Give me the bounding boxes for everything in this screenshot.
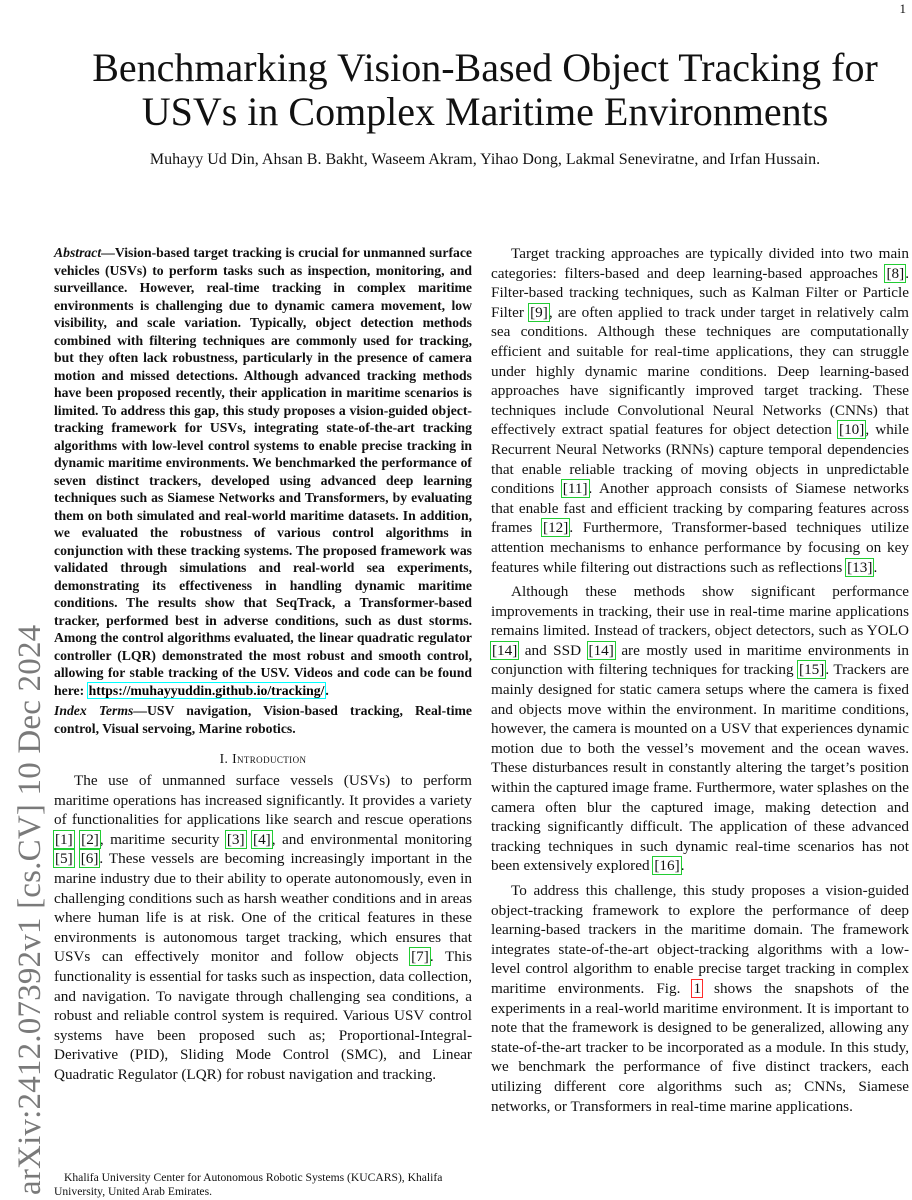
title-line-2: USVs in Complex Maritime Environments [141, 89, 829, 134]
author-list: Muhayy Ud Din, Ahsan B. Bakht, Waseem Akram, Yihao Dong, Lakmal Seneviratne, and Irfan Hussain. [149, 151, 821, 168]
citation[interactable]: [3] [226, 830, 245, 848]
index-terms-body: —USV navigation, Vision-based tracking, Real-time control, Visual servoing, Marine robotics. [54, 703, 472, 736]
citation[interactable]: [11] [562, 480, 588, 498]
citation[interactable]: [13] [847, 558, 873, 576]
citation[interactable]: [2] [81, 830, 99, 848]
citation[interactable]: [16] [654, 857, 680, 875]
page-corner-mark: 1 [899, 1, 906, 16]
intro-paragraph: The use of unmanned surface vessels (USVs) to perform maritime operations has increased significantly. It provides a variety of functionalities for applications like search and rescue operations [1] [2], maritime security [3] [4], and environmental monitoring [5] [6]. These vessels are becoming increasingly important in the marine industry due to their ability to operate autonomously, even in challenging conditions such as harsh weather conditions and in areas where human life is at risk. One of the critical features in these environments is autonomous target tracking, which ensures that USVs can effectively monitor and follow objects [7]. This functionality is essential for tasks such as inspection, data collection, and navigation. To navigate through challenging sea conditions, a robust and reliable control system is required. Various USV control systems have been proposed such as; Proportional-Integral-Derivative (PID), Sliding Mode Control (SMC), and Linear Quadratic Regulator (LQR) for robust navigation and tracking. [54, 772, 472, 1083]
abstract-label: Abstract [54, 245, 102, 260]
citation[interactable]: [10] [839, 421, 865, 439]
body-paragraph: Although these methods show significant performance improvements in tracking, their use in real-time marine applications remains limited. Instead of trackers, object detectors, such as YOLO [14] and SSD [14] are mostly used in maritime environments in conjunction with filtering techniques for tracking [15]. Trackers are mainly designed for static camera setups where the camera is fixed and objects move within the environment. In maritime conditions, however, the camera is mounted on a USV that experiences dynamic motion due to both the vessel’s movement and the ocean waves. These disturbances result in constantly altering the target’s position within the captured image frame. Furthermore, water splashes on the camera often blur the captured image, making detection and tracking significantly difficult. The application of these advanced tracking techniques in such dynamic real-time scenarios has not been extensively explored [16]. [491, 583, 909, 875]
index-terms [54, 702, 472, 737]
citation[interactable]: [4] [253, 830, 271, 848]
citation[interactable]: [5] [55, 850, 73, 868]
citation[interactable]: [14] [492, 641, 518, 659]
body-paragraph: Target tracking approaches are typically divided into two main categories: filters-based and deep learning-based approaches [8]. Filter-based tracking techniques, such as Kalman Filter or Particle Filter [9], are often applied to track under target in relatively calm sea conditions. Although these techniques are computationally efficient and suitable for real-time applications, they can struggle under highly dynamic marine conditions. Deep learning-based approaches have significantly improved target tracking. These techniques include Convolutional Neural Networks (CNNs) that effectively extract spatial features for object detection [10], while Recurrent Neural Networks (RNNs) capture temporal dependencies that enable reliable tracking of moving objects in unpredictable conditions [11]. Another approach consists of Siamese networks that enable fast and efficient tracking by comparing features across frames [12]. Furthermore, Transformer-based techniques utilize attention mechanisms to enhance performance by focusing on key features while filtering out distractions such as reflections [13]. [491, 245, 910, 576]
section-heading-introduction: I. Introduction [219, 751, 307, 766]
project-link[interactable]: https://muhayyuddin.github.io/tracking/ [88, 682, 325, 698]
abstract-body: —Vision-based target tracking is crucial for unmanned surface vehicles (USVs) to perform tasks such as inspection, monitoring, and surveillance. However, real-time tracking in complex maritime environments is challenging due to dynamic camera movement, low visibility, and scale variation. Typically, object detection methods combined with filtering techniques are commonly used for tracking, but they often lack robustness, particularly in the presence of camera motion and missed detections. Although advanced tracking methods have been proposed recently, their application in maritime scenarios is limited. To address this gap, this study proposes a vision-guided object-tracking framework for USVs, integrating state-of-the-art tracking algorithms with low-level control systems to enable precise tracking in dynamic maritime environments. We benchmarked the performance of seven distinct trackers, developed using advanced deep learning techniques such as Siamese Networks and Transformers, by evaluating them on both simulated and real-world maritime datasets. In addition, we evaluated the robustness of various control algorithms in conjunction with these tracking systems. The proposed framework was validated through simulations and real-world sea experiments, demonstrating its effectiveness in handling dynamic maritime conditions. The results show that SeqTrack, a Transformer-based tracker, performed best in adverse conditions, such as dust storms. Among the control algorithms evaluated, the linear quadratic regulator controller (LQR) demonstrated the most robust and smooth control, allowing for stable tracking of the USV. Videos and code can be found here: [54, 245, 472, 698]
right-column [491, 244, 909, 1116]
citation[interactable]: [7] [411, 948, 429, 966]
citation[interactable]: [9] [530, 303, 548, 321]
arxiv-stamp: arXiv:2412.07392v1 [cs.CV] 10 Dec 2024 [12, 624, 48, 1195]
title-line-1: Benchmarking Vision-Based Object Tracking for [92, 45, 878, 90]
citation[interactable]: [1] [55, 830, 73, 848]
citation[interactable]: [6] [80, 850, 99, 868]
citation[interactable]: [8] [886, 264, 905, 282]
abstract: Abstract—Vision-based target tracking is crucial for unmanned surface vehicles (USVs) to perform tasks such as inspection, monitoring, and surveillance. However, real-time tracking in complex maritime environments is challenging due to dynamic camera movement, low visibility, and scale variation. Typically, object detection methods combined with filtering techniques are commonly used for tracking, but they often lack robustness, particularly in the presence of camera motion and missed detections. Although advanced tracking methods have been proposed recently, their application in maritime scenarios is limited. To address this gap, this study proposes a vision-guided object-tracking framework for USVs, integrating state-of-the-art tracking algorithms with low-level control systems to enable precise tracking in dynamic maritime environments. We benchmarked the performance of seven distinct trackers, developed using advanced deep learning techniques such as Siamese Networks and Transformers, by evaluating them on both simulated and real-world maritime datasets. In addition, we evaluated the robustness of various control algorithms in conjunction with these tracking systems. The proposed framework was validated through simulations and real-world sea experiments, demonstrating its effectiveness in handling dynamic maritime conditions. The results show that SeqTrack, a Transformer-based tracker, performed best in adverse conditions, such as dust storms. Among the control algorithms evaluated, the linear quadratic regulator controller (LQR) demonstrated the most robust and smooth control, allowing for stable tracking of the USV. Videos and code can be found here: https://muhayyuddin.github.io/tracking/. [54, 245, 472, 698]
citation[interactable]: [14] [588, 641, 614, 659]
affiliation-footnote: Khalifa University Center for Autonomous Robotic Systems (KUCARS), Khalifa University, United Arab Emirates. [54, 1171, 443, 1198]
figure-reference[interactable]: 1 [693, 979, 702, 997]
index-terms-label: Index Terms [54, 703, 134, 718]
left-column [54, 244, 472, 1085]
body-paragraph: To address this challenge, this study proposes a vision-guided object-tracking framework to explore the performance of deep learning-based trackers in the maritime domain. The framework integrates state-of-the-art object-tracking algorithms with a low-level control algorithm to enable precise target tracking in complex maritime environments. Fig. 1 shows the snapshots of the experiments in a real-world maritime environment. It is important to note that the framework is designed to be generalized, allowing any state-of-the-art tracker to be incorporated as a module. In this study, we benchmark the performance of five distinct trackers, each utilizing different core algorithms such as; CNNs, Siamese networks, or Transformers in real-time marine applications. [491, 882, 909, 1115]
paper-title [60, 46, 910, 134]
citation[interactable]: [15] [799, 661, 825, 679]
citation[interactable]: [12] [543, 519, 569, 537]
